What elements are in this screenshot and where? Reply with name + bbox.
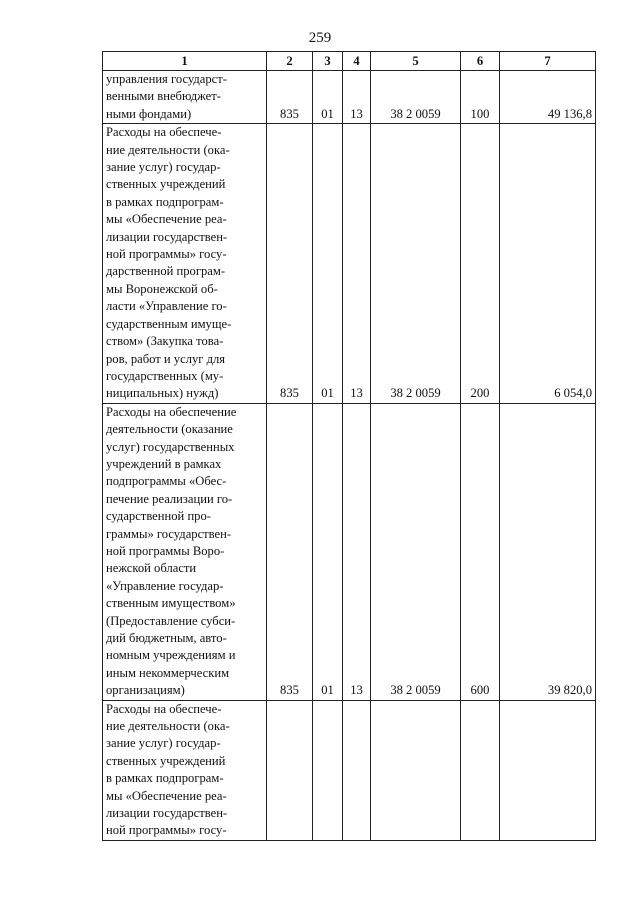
subsection-code: 13 <box>343 403 371 700</box>
page-number: 259 <box>308 30 332 46</box>
section-code: 01 <box>313 403 343 700</box>
amount-value <box>500 700 596 840</box>
table-row <box>103 700 596 840</box>
ministry-code <box>267 700 313 840</box>
target-article-code <box>371 700 461 840</box>
column-header-7: 7 <box>500 52 596 71</box>
subsection-code: 13 <box>343 71 371 124</box>
target-article-code: 38 2 0059 <box>371 124 461 404</box>
column-header-3: 3 <box>313 52 343 71</box>
subsection-code <box>343 700 371 840</box>
amount-value: 49 136,8 <box>500 71 596 124</box>
table-row <box>103 71 596 124</box>
expense-type-code: 200 <box>461 124 500 404</box>
expense-type-code <box>461 700 500 840</box>
subsection-code: 13 <box>343 124 371 404</box>
amount-value: 39 820,0 <box>500 403 596 700</box>
budget-table <box>102 51 596 841</box>
column-header-2: 2 <box>267 52 313 71</box>
ministry-code: 835 <box>267 403 313 700</box>
expense-type-code: 100 <box>461 71 500 124</box>
section-code <box>313 700 343 840</box>
table-header-row <box>103 52 596 71</box>
column-header-6: 6 <box>461 52 500 71</box>
row-description: Расходы на обеспечение деятельности (оказание услуг) государственных учреждений в рамках подпрограммы «Обес- печение реализации го- сударственной про- граммы» государствен- ной программы Воро- нежской области «Управление государ- ственным имуществом» (Предоставление субси- дий бюджетным, авто- номным учреждениям и иным некоммерческим организациям) <box>103 403 267 700</box>
amount-value: 6 054,0 <box>500 124 596 404</box>
section-code: 01 <box>313 124 343 404</box>
row-description: управления государст- венными внебюджет- ными фондами) <box>103 71 267 124</box>
column-header-1: 1 <box>103 52 267 71</box>
table-row <box>103 124 596 404</box>
column-header-4: 4 <box>343 52 371 71</box>
target-article-code: 38 2 0059 <box>371 71 461 124</box>
row-description: Расходы на обеспече- ние деятельности (ока- зание услуг) государ- ственных учреждений в рамках подпрограм- мы «Обеспечение реа- лизации государствен- ной программы» госу- <box>103 700 267 840</box>
column-header-5: 5 <box>371 52 461 71</box>
section-code: 01 <box>313 71 343 124</box>
ministry-code: 835 <box>267 124 313 404</box>
table-row <box>103 403 596 700</box>
target-article-code: 38 2 0059 <box>371 403 461 700</box>
row-description: Расходы на обеспече- ние деятельности (ока- зание услуг) государ- ственных учреждений в рамках подпрограм- мы «Обеспечение реа- лизации государствен- ной программы» госу- дарственной програм- мы Воронежской об- ласти «Управление го- сударственным имуще- ством» (Закупка това- ров, работ и услуг для государственных (му- ниципальных) нужд) <box>103 124 267 404</box>
ministry-code: 835 <box>267 71 313 124</box>
expense-type-code: 600 <box>461 403 500 700</box>
